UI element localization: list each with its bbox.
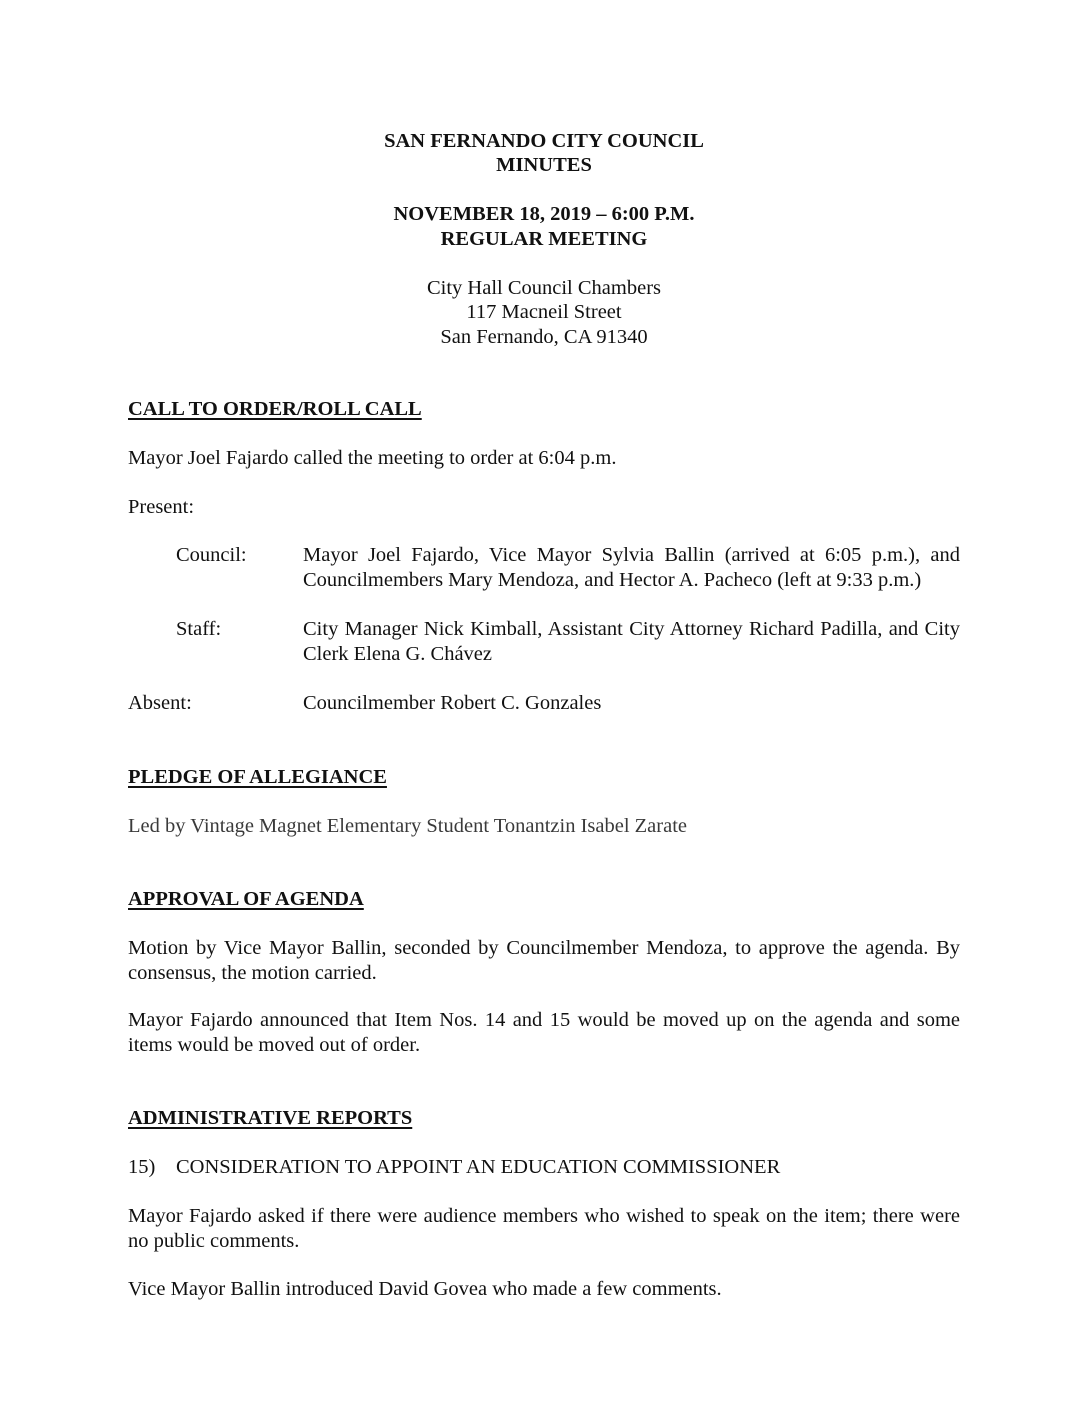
admin-report-paragraph-1: Mayor Fajardo asked if there were audience members who wished to speak on the item; there were no public comments. bbox=[128, 1205, 960, 1252]
staff-label: Staff: bbox=[176, 618, 222, 640]
location-city: San Fernando, CA 91340 bbox=[440, 326, 648, 348]
location-venue: City Hall Council Chambers bbox=[426, 277, 662, 299]
meeting-date: NOVEMBER 18, 2019 – 6:00 P.M. bbox=[393, 203, 695, 225]
meeting-type: REGULAR MEETING bbox=[440, 228, 648, 250]
section-heading-pledge: PLEDGE OF ALLEGIANCE bbox=[128, 766, 387, 788]
staff-members: City Manager Nick Kimball, Assistant City Attorney Richard Padilla, and City Clerk Elena G. Chávez bbox=[303, 618, 960, 665]
section-heading-agenda: APPROVAL OF AGENDA bbox=[128, 888, 364, 910]
present-label: Present: bbox=[128, 496, 195, 518]
document-title: SAN FERNANDO CITY COUNCIL bbox=[384, 130, 704, 152]
council-members: Mayor Joel Fajardo, Vice Mayor Sylvia Ballin (arrived at 6:05 p.m.), and Councilmembers Mary Mendoza, and Hector A. Pacheco (left at 9:33 p.m.) bbox=[303, 544, 960, 591]
council-label: Council: bbox=[176, 544, 247, 566]
item-number: 15) bbox=[128, 1156, 156, 1178]
pledge-text: Led by Vintage Magnet Elementary Student Tonantzin Isabel Zarate bbox=[128, 815, 688, 837]
location-street: 117 Macneil Street bbox=[466, 301, 622, 323]
section-heading-call-to-order: CALL TO ORDER/ROLL CALL bbox=[128, 398, 422, 420]
admin-report-paragraph-2: Vice Mayor Ballin introduced David Govea who made a few comments. bbox=[128, 1278, 722, 1300]
section-heading-admin-reports: ADMINISTRATIVE REPORTS bbox=[128, 1107, 413, 1129]
agenda-motion: Motion by Vice Mayor Ballin, seconded by Councilmember Mendoza, to approve the agenda. By consensus, the motion carried. bbox=[128, 937, 960, 984]
item-title: CONSIDERATION TO APPOINT AN EDUCATION COMMISSIONER bbox=[176, 1156, 781, 1178]
absent-members: Councilmember Robert C. Gonzales bbox=[303, 692, 602, 714]
document-subtitle: MINUTES bbox=[496, 154, 592, 176]
absent-label: Absent: bbox=[128, 692, 192, 714]
agenda-announcement: Mayor Fajardo announced that Item Nos. 14 and 15 would be moved up on the agenda and some items would be moved out of order. bbox=[128, 1009, 960, 1056]
call-to-order-text: Mayor Joel Fajardo called the meeting to order at 6:04 p.m. bbox=[128, 447, 617, 469]
